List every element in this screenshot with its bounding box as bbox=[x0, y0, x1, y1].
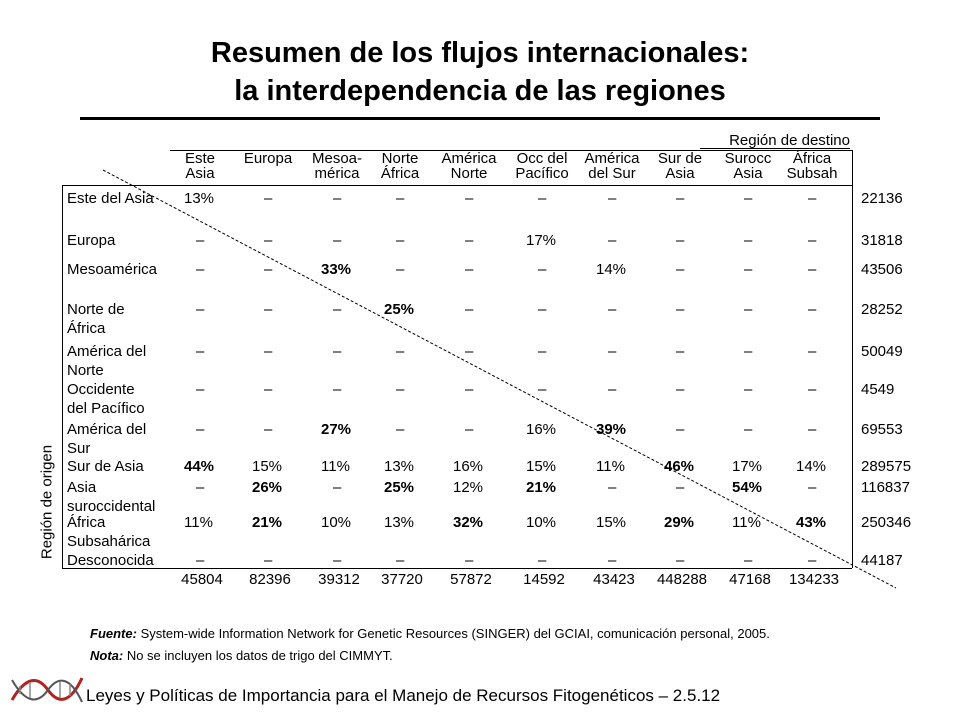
table-cell: 29% bbox=[664, 514, 695, 531]
row-label bbox=[67, 513, 150, 551]
table-cell: 17% bbox=[732, 458, 763, 475]
table-cell: – bbox=[196, 552, 205, 569]
column-total: 448288 bbox=[656, 571, 708, 588]
row-total: 250346 bbox=[861, 514, 912, 531]
table-cell: – bbox=[196, 479, 205, 496]
table-cell: 10% bbox=[526, 514, 557, 531]
table-cell: – bbox=[196, 421, 205, 438]
table-cell: – bbox=[196, 381, 205, 398]
table-cell: – bbox=[744, 301, 753, 318]
table-cell: 15% bbox=[596, 514, 627, 531]
table-cell: – bbox=[196, 343, 205, 360]
table-cell: 21% bbox=[252, 514, 283, 531]
table-cell: – bbox=[196, 301, 205, 318]
column-header bbox=[650, 151, 710, 181]
column-header-line-1: América bbox=[584, 150, 640, 167]
row-label-line: Norte bbox=[67, 362, 104, 379]
table-cell: – bbox=[396, 190, 405, 207]
title-line-2: la interdependencia de las regiones bbox=[234, 75, 726, 107]
table-cell: – bbox=[333, 190, 342, 207]
column-header-line-1: Surocc bbox=[724, 150, 772, 167]
table-cell: – bbox=[676, 343, 685, 360]
table-cell: – bbox=[538, 343, 547, 360]
table-cell: – bbox=[333, 381, 342, 398]
row-total: 4549 bbox=[861, 381, 895, 398]
table-cell: 25% bbox=[384, 301, 415, 318]
row-label-line: África bbox=[67, 514, 106, 531]
table-cell: – bbox=[808, 190, 817, 207]
column-header-line-2: Pacífico bbox=[515, 165, 569, 182]
column-total: 43423 bbox=[593, 571, 635, 588]
table-cell: – bbox=[676, 381, 685, 398]
column-header-line-1: Europa bbox=[243, 150, 293, 167]
table-cell: – bbox=[465, 381, 474, 398]
table-cell: – bbox=[333, 232, 342, 249]
column-header bbox=[370, 151, 430, 181]
row-total: 31818 bbox=[861, 232, 903, 249]
table-cell: 11% bbox=[321, 458, 350, 475]
table-cell: – bbox=[676, 301, 685, 318]
source-label: Fuente: bbox=[90, 626, 137, 641]
row-label-line: África bbox=[67, 320, 106, 337]
column-total: 45804 bbox=[181, 571, 223, 588]
table-cell: – bbox=[396, 261, 405, 278]
footer-text: Leyes y Políticas de Importancia para el Manejo de Recursos Fitogenéticos – 2.5.12 bbox=[86, 686, 721, 705]
table-cell: – bbox=[264, 301, 273, 318]
row-label-line: del Pacífico bbox=[67, 400, 145, 417]
table-cell: – bbox=[676, 552, 685, 569]
column-header-line-2: Asia bbox=[665, 165, 695, 182]
table-cell: – bbox=[808, 232, 817, 249]
table-cell: – bbox=[264, 421, 273, 438]
table-cell: – bbox=[744, 552, 753, 569]
column-header bbox=[781, 151, 843, 181]
table-cell: 44% bbox=[184, 458, 215, 475]
row-label-line: Desconocida bbox=[67, 552, 154, 569]
row-label bbox=[67, 231, 115, 250]
table-cell: – bbox=[465, 552, 474, 569]
table-cell: 15% bbox=[526, 458, 557, 475]
row-label bbox=[67, 420, 146, 458]
table-cell: – bbox=[676, 261, 685, 278]
column-header-line-1: Mesoa- bbox=[311, 150, 363, 167]
table-cell: – bbox=[744, 381, 753, 398]
row-label-line: Asia bbox=[67, 479, 97, 496]
row-label-line: suroccidental bbox=[67, 498, 156, 515]
table-cell: – bbox=[744, 261, 753, 278]
title-line-1: Resumen de los flujos internacionales: bbox=[210, 37, 750, 69]
origin-label: Región de origen bbox=[38, 444, 56, 560]
table-cell: 11% bbox=[184, 514, 213, 531]
table-cell: – bbox=[465, 301, 474, 318]
source-note bbox=[90, 626, 770, 642]
column-header bbox=[716, 151, 780, 181]
row-label-line: Europa bbox=[67, 232, 116, 249]
table-cell: – bbox=[608, 232, 617, 249]
column-header-line-2: África bbox=[380, 165, 420, 182]
row-label-line: Sur de Asia bbox=[67, 458, 144, 475]
column-header-line-1: Occ del bbox=[516, 150, 568, 167]
column-header-line-2 bbox=[235, 166, 301, 181]
row-label bbox=[67, 457, 144, 476]
row-label-line: América del bbox=[67, 421, 147, 438]
table-cell: – bbox=[333, 301, 342, 318]
table-cell: – bbox=[608, 301, 617, 318]
table-cell: – bbox=[608, 190, 617, 207]
column-total: 39312 bbox=[318, 571, 360, 588]
column-total: 47168 bbox=[729, 571, 771, 588]
column-header bbox=[304, 151, 370, 181]
table-cell: – bbox=[396, 343, 405, 360]
table-cell: – bbox=[264, 381, 273, 398]
table-cell: – bbox=[538, 381, 547, 398]
table-cell: – bbox=[808, 421, 817, 438]
row-total: 28252 bbox=[861, 301, 903, 318]
table-cell: – bbox=[538, 261, 547, 278]
table-cell: – bbox=[744, 232, 753, 249]
column-total: 134233 bbox=[788, 571, 840, 588]
table-cell: – bbox=[264, 552, 273, 569]
row-total: 116837 bbox=[861, 479, 910, 496]
column-header-line-1: América bbox=[441, 150, 497, 167]
row-label-line: Norte de bbox=[67, 301, 125, 318]
row-total: 44187 bbox=[861, 552, 903, 569]
table-cell: – bbox=[608, 381, 617, 398]
row-label-line: Subsahárica bbox=[67, 533, 151, 550]
column-header-line-1: Norte bbox=[381, 150, 419, 167]
table-cell: 21% bbox=[526, 479, 557, 496]
row-total: 289575 bbox=[861, 458, 912, 475]
column-total: 14592 bbox=[523, 571, 565, 588]
source-text: System-wide Information Network for Genetic Resources (SINGER) del GCIAI, comunicación personal, 2005. bbox=[136, 626, 770, 641]
row-label-line: América del bbox=[67, 343, 147, 360]
table-cell: – bbox=[264, 190, 273, 207]
table-cell: 14% bbox=[596, 261, 627, 278]
column-header-line-2: Asia bbox=[185, 165, 215, 182]
table-cell: 25% bbox=[384, 479, 415, 496]
table-cell: – bbox=[608, 479, 617, 496]
row-label bbox=[67, 380, 145, 418]
row-label bbox=[67, 551, 154, 570]
row-total: 50049 bbox=[861, 343, 903, 360]
note-label: Nota: bbox=[90, 648, 124, 663]
table-cell: 16% bbox=[526, 421, 557, 438]
table-cell: – bbox=[196, 261, 205, 278]
table-cell: – bbox=[396, 232, 405, 249]
table-cell: – bbox=[744, 421, 753, 438]
table-cell: 32% bbox=[453, 514, 484, 531]
table-cell: – bbox=[465, 343, 474, 360]
table-cell: – bbox=[264, 343, 273, 360]
table-cell: 13% bbox=[384, 458, 415, 475]
table-cell: 26% bbox=[252, 479, 283, 496]
exclusion-note bbox=[90, 648, 393, 664]
destination-label: Región de destino bbox=[729, 132, 850, 149]
table-cell: – bbox=[538, 301, 547, 318]
table-cell: – bbox=[676, 232, 685, 249]
row-label-line: Sur bbox=[67, 440, 91, 457]
table-cell: – bbox=[396, 552, 405, 569]
table-cell: – bbox=[744, 190, 753, 207]
table-cell: – bbox=[676, 479, 685, 496]
table-cell: – bbox=[538, 190, 547, 207]
table-cell: – bbox=[196, 232, 205, 249]
table-cell: 43% bbox=[796, 514, 827, 531]
column-header-line-2: Subsah bbox=[786, 165, 838, 182]
column-header bbox=[576, 151, 648, 181]
column-total: 57872 bbox=[450, 571, 492, 588]
note-text: No se incluyen los datos de trigo del CIMMYT. bbox=[123, 648, 393, 663]
table-cell: – bbox=[744, 343, 753, 360]
row-label-line: Mesoamérica bbox=[67, 261, 158, 278]
table-cell: – bbox=[808, 381, 817, 398]
table-cell: 16% bbox=[453, 458, 484, 475]
table-cell: 39% bbox=[596, 421, 627, 438]
table-cell: 46% bbox=[664, 458, 695, 475]
table-cell: – bbox=[264, 261, 273, 278]
row-total: 43506 bbox=[861, 261, 903, 278]
column-total: 82396 bbox=[249, 571, 291, 588]
table-cell: – bbox=[465, 421, 474, 438]
column-header-line-2: mérica bbox=[314, 165, 360, 182]
column-header bbox=[168, 151, 232, 181]
column-header bbox=[434, 151, 504, 181]
row-label-line: Este del Asia bbox=[67, 190, 154, 207]
table-cell: – bbox=[465, 232, 474, 249]
table-cell: – bbox=[538, 552, 547, 569]
column-total: 37720 bbox=[381, 571, 423, 588]
table-cell: – bbox=[808, 479, 817, 496]
row-label bbox=[67, 342, 146, 380]
table-cell: 12% bbox=[453, 479, 484, 496]
table-cell: 10% bbox=[321, 514, 352, 531]
table-cell: – bbox=[808, 261, 817, 278]
table-cell: – bbox=[396, 381, 405, 398]
table-cell: – bbox=[465, 190, 474, 207]
table-cell: – bbox=[608, 552, 617, 569]
column-header-line-1: Sur de bbox=[657, 150, 703, 167]
table-cell: 13% bbox=[384, 514, 415, 531]
table-cell: – bbox=[676, 190, 685, 207]
column-header-line-1: África bbox=[792, 150, 832, 167]
table-cell: – bbox=[608, 343, 617, 360]
row-label bbox=[67, 300, 125, 338]
table-cell: – bbox=[264, 232, 273, 249]
column-header-line-2: Asia bbox=[733, 165, 763, 182]
table-cell: 15% bbox=[252, 458, 283, 475]
table-cell: 11% bbox=[732, 514, 761, 531]
table-cell: – bbox=[465, 261, 474, 278]
table-cell: 33% bbox=[321, 261, 352, 278]
column-header bbox=[506, 151, 578, 181]
column-header-line-2: Norte bbox=[450, 165, 488, 182]
table-cell: – bbox=[808, 301, 817, 318]
table-cell: 14% bbox=[796, 458, 827, 475]
table-cell: 54% bbox=[732, 479, 763, 496]
table-cell: – bbox=[333, 343, 342, 360]
table-cell: 11% bbox=[596, 458, 625, 475]
table-cell: 17% bbox=[526, 232, 557, 249]
column-header bbox=[235, 151, 301, 181]
table-cell: – bbox=[808, 343, 817, 360]
row-label bbox=[67, 189, 154, 208]
column-header-line-1: Este bbox=[184, 150, 215, 167]
row-total: 22136 bbox=[861, 190, 903, 207]
dna-helix-icon bbox=[8, 672, 86, 708]
table-cell: 13% bbox=[184, 190, 215, 207]
table-cell: – bbox=[396, 421, 405, 438]
table-cell: 27% bbox=[321, 421, 352, 438]
table-cell: – bbox=[676, 421, 685, 438]
row-label bbox=[67, 478, 155, 516]
column-header-line-2: del Sur bbox=[588, 165, 636, 182]
row-label bbox=[67, 260, 157, 279]
table-cell: – bbox=[333, 552, 342, 569]
row-label-line: Occidente bbox=[67, 381, 135, 398]
table-cell: – bbox=[333, 479, 342, 496]
table-cell: – bbox=[808, 552, 817, 569]
row-total: 69553 bbox=[861, 421, 903, 438]
